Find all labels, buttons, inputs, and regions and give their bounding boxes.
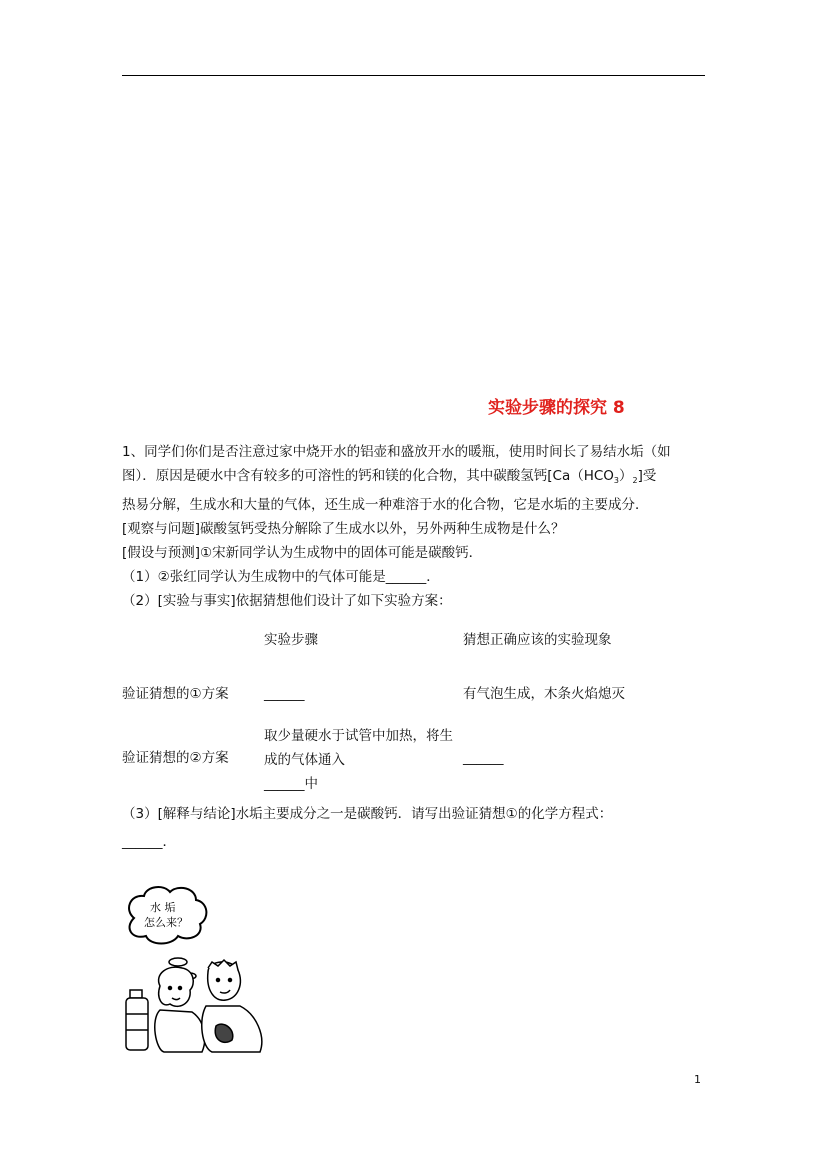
row-steps-line: 成的气体通入: [264, 752, 345, 768]
row-steps: ______: [264, 686, 305, 702]
page-number: 1: [694, 1073, 701, 1086]
header-phenomena: 猜想正确应该的实验现象: [463, 632, 612, 648]
question-2: （2）[实验与事实]依据猜想他们设计了如下实验方案：: [122, 593, 452, 609]
thermos-icon: [126, 990, 148, 1050]
row-steps-line: 取少量硬水于试管中加热，将生: [264, 728, 453, 744]
conclusion: [122, 802, 712, 854]
bubble-text: 怎么来？: [144, 916, 188, 929]
bubble-dot: [169, 958, 187, 966]
question-body: [122, 440, 712, 613]
man-figure: [202, 960, 262, 1052]
row-label: 验证猜想的①方案: [122, 686, 229, 702]
woman-figure: [155, 967, 205, 1052]
paragraph-line: 热易分解，生成水和大量的气体，还生成一种难溶于水的化合物，它是水垢的主要成分．: [122, 497, 649, 513]
header-steps: 实验步骤: [264, 632, 318, 648]
page-title: 实验步骤的探究 8: [488, 398, 625, 418]
hypothesis: [假设与预测]①宋新同学认为生成物中的固体可能是碳酸钙．: [122, 545, 483, 561]
text-run: ）: [619, 468, 633, 484]
row-phenomena: ______: [463, 750, 504, 766]
row-steps-line: ______中: [264, 776, 318, 792]
bubble-text: 水 垢: [150, 901, 176, 914]
subscript: 3: [613, 476, 620, 485]
header-rule: [122, 75, 705, 76]
row-phenomena: 有气泡生成，木条火焰熄灭: [463, 686, 625, 702]
table-row: [122, 712, 682, 802]
row-steps: [264, 724, 464, 796]
text-run: 图）．原因是硬水中含有较多的可溶性的钙和镁的化合物，其中碳酸氢钙[Ca（HCO: [122, 468, 614, 484]
row-label: 验证猜想的②方案: [122, 750, 229, 766]
text-run: ]受: [637, 468, 657, 484]
paragraph-line: 1、同学们你们是否注意过家中烧开水的铝壶和盛放开水的暖瓶，使用时间长了易结水垢（如: [122, 444, 671, 460]
experiment-table: [122, 628, 682, 802]
observe-question: [观察与问题]碳酸氢钙受热分解除了生成水以外，另外两种生成物是什么？: [122, 521, 565, 537]
table-header-row: [122, 628, 682, 682]
cartoon-illustration: [120, 880, 270, 1060]
question-1: （1）②张红同学认为生成物中的气体可能是______．: [122, 569, 440, 585]
table-row: [122, 682, 682, 712]
subscript: 2: [632, 476, 638, 485]
paragraph-line: [122, 464, 712, 493]
conclusion-line: （3）[解释与结论]水垢主要成分之一是碳酸钙．请写出验证猜想①的化学方程式：: [122, 806, 613, 822]
cartoon-drawing: [120, 880, 270, 1060]
conclusion-line: ______．: [122, 834, 176, 850]
